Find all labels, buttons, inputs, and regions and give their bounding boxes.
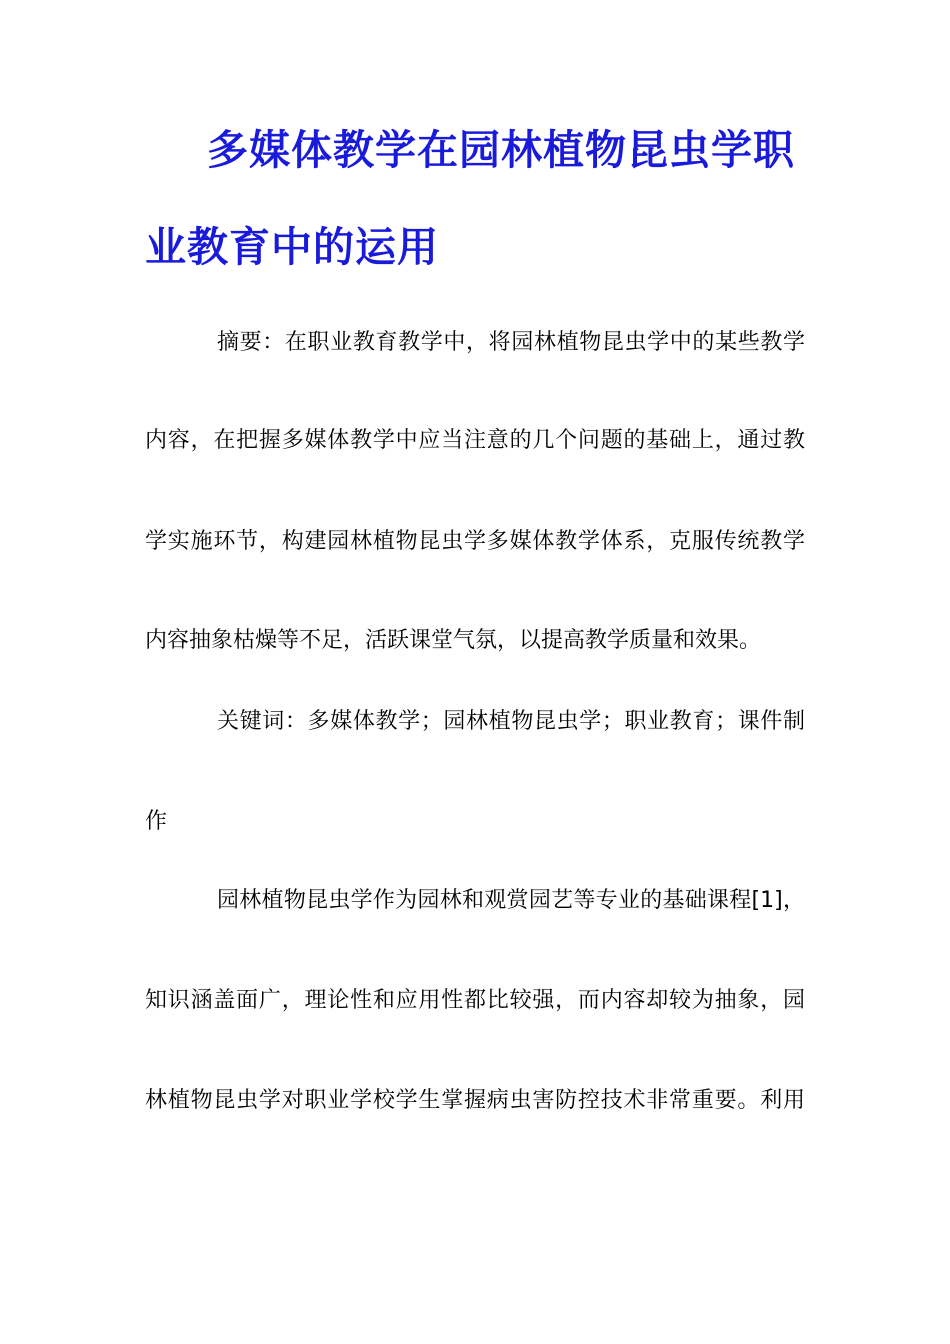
body-line-2: 知识涵盖面广，理论性和应用性都比较强，而内容却较为抽象，园 [145,988,805,1013]
document-title-line-1: 多媒体教学在园林植物昆虫学职 [207,126,795,174]
document-title-line-2: 业教育中的运用 [145,223,439,271]
body-line-3: 林植物昆虫学对职业学校学生掌握病虫害防控技术非常重要。利用 [145,1088,805,1113]
keywords-line-2: 作 [145,809,168,834]
keywords-line-1: 关键词：多媒体教学；园林植物昆虫学；职业教育；课件制 [217,709,805,734]
body-line-1: 园林植物昆虫学作为园林和观赏园艺等专业的基础课程[1]， [217,888,805,913]
document-page [145,0,805,1344]
abstract-line-2: 内容，在把握多媒体教学中应当注意的几个问题的基础上，通过教 [145,428,805,453]
abstract-line-4: 内容抽象枯燥等不足，活跃课堂气氛，以提高教学质量和效果。 [145,628,762,653]
abstract-line-1: 摘要：在职业教育教学中，将园林植物昆虫学中的某些教学 [217,330,805,355]
abstract-line-3: 学实施环节，构建园林植物昆虫学多媒体教学体系，克服传统教学 [145,529,805,554]
